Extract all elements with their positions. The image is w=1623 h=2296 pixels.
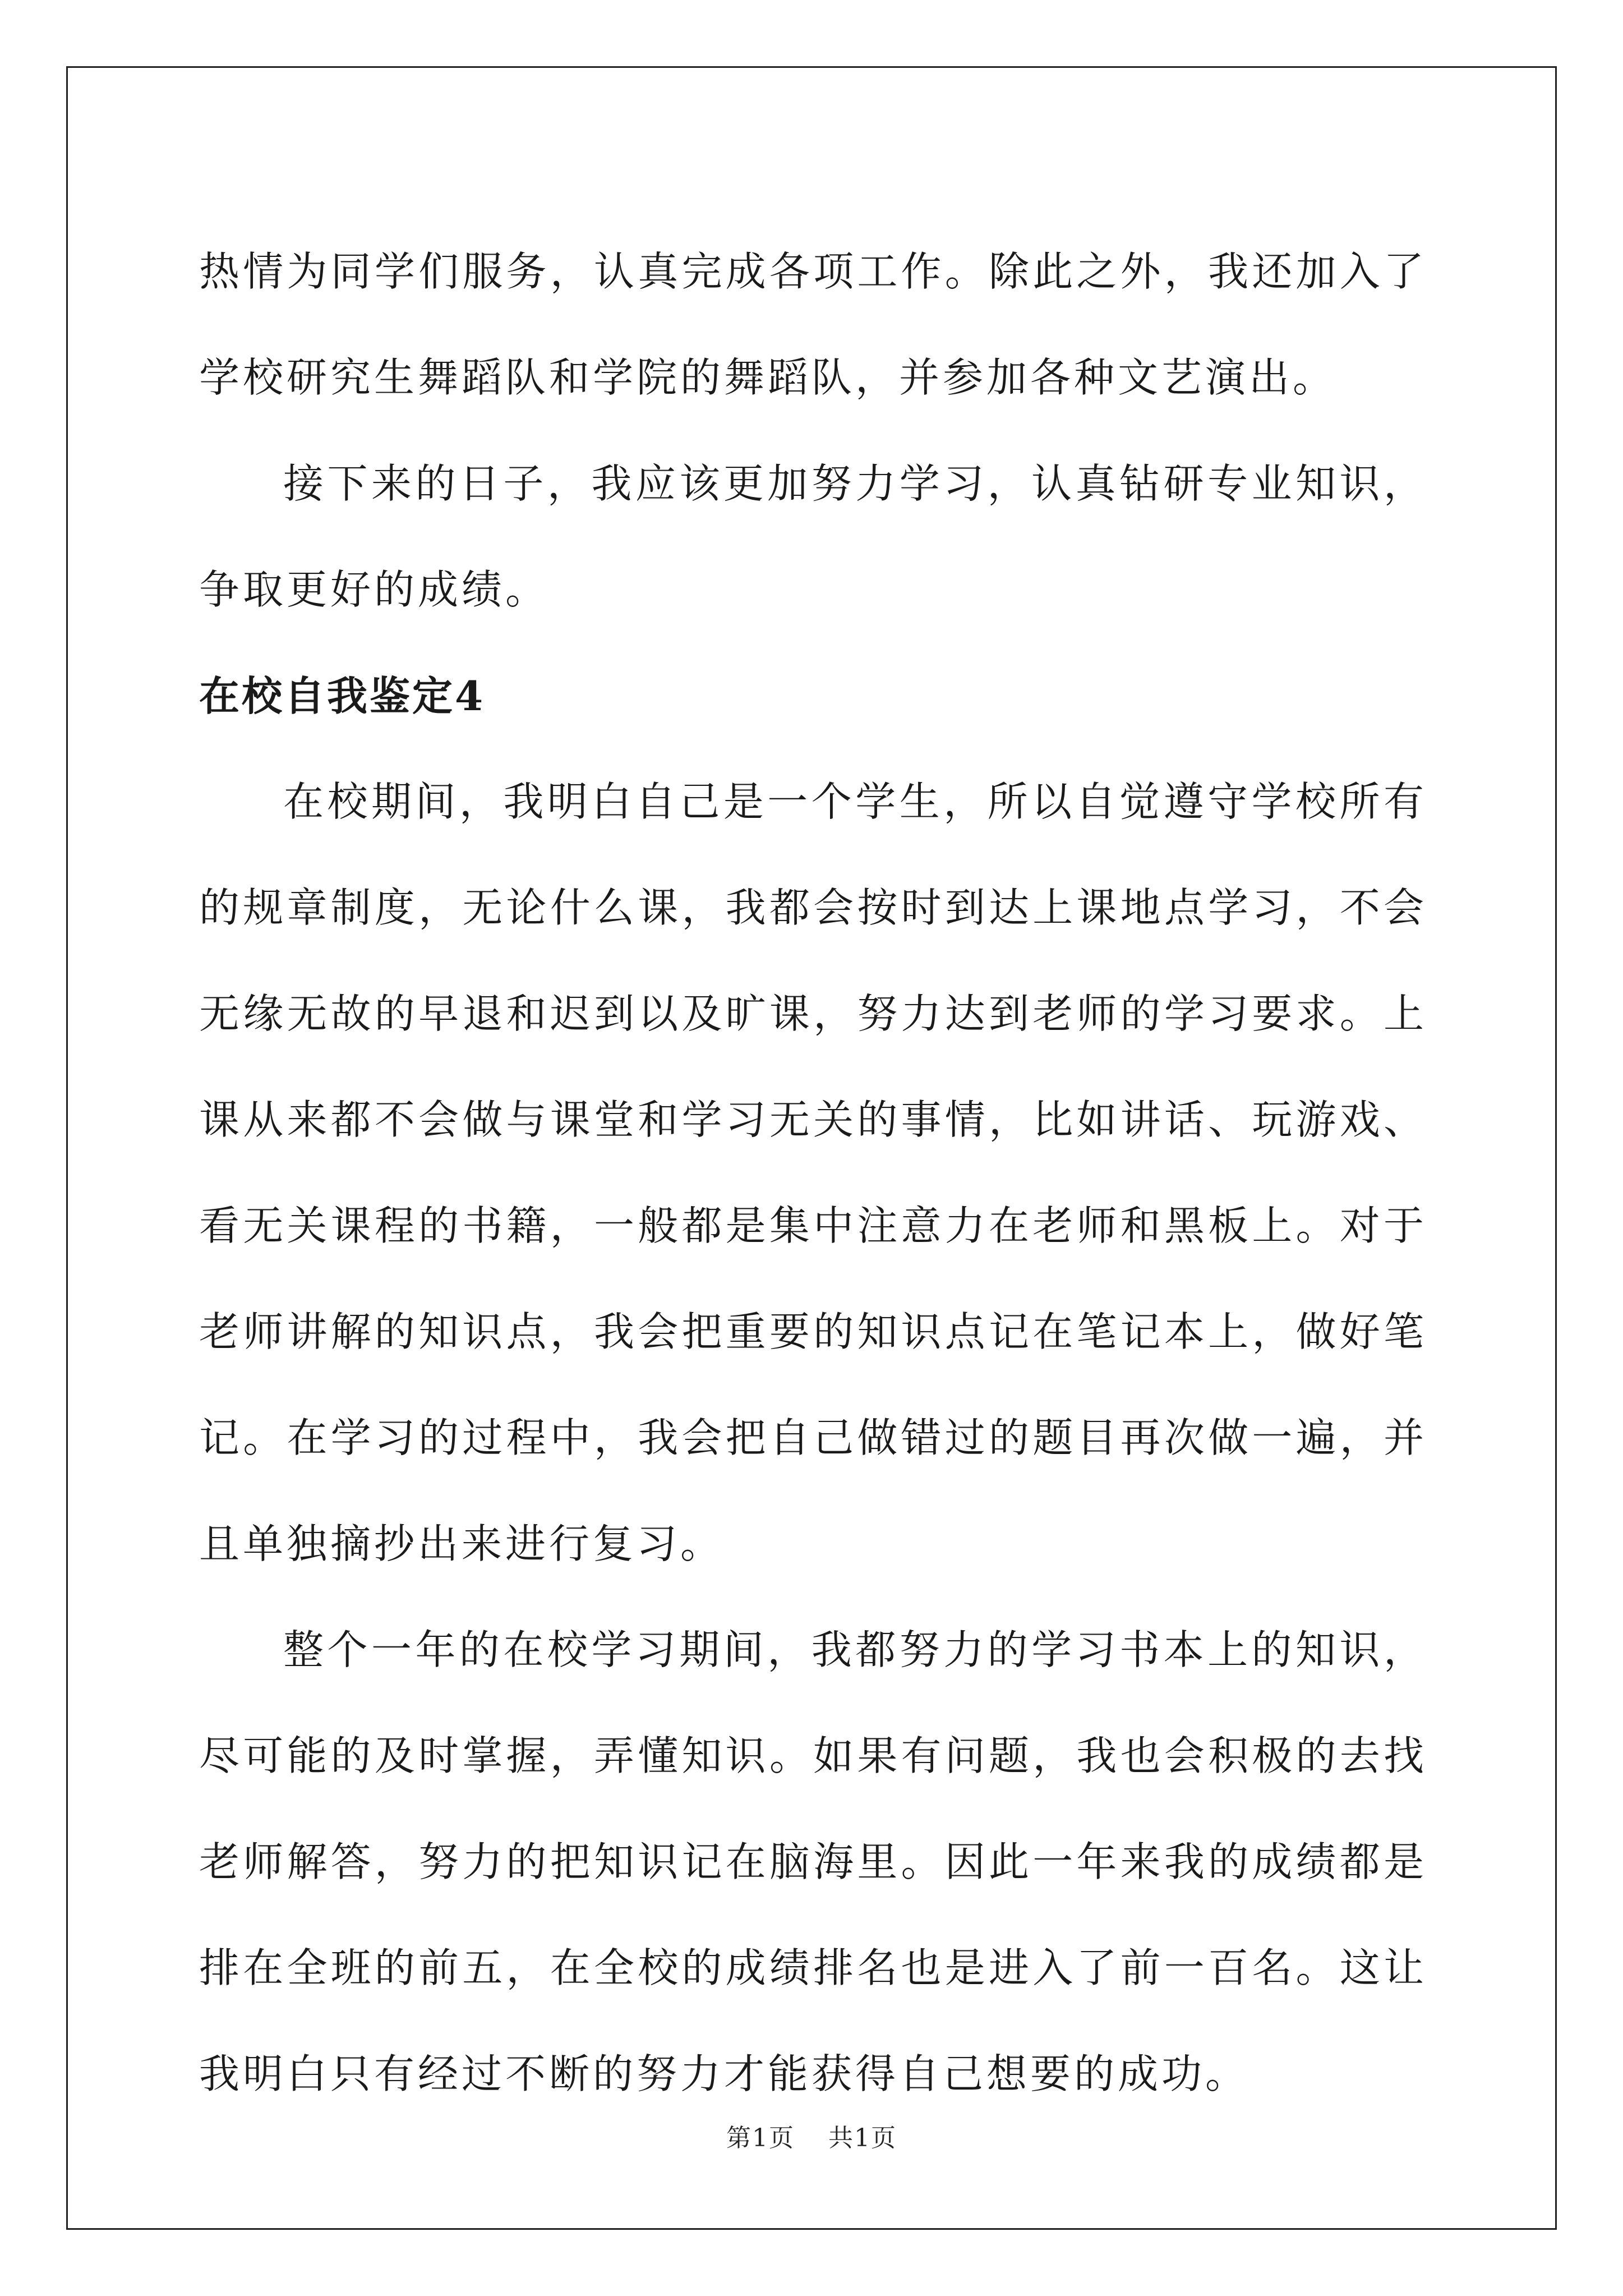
- paragraph-year-study: 整个一年的在校学习期间，我都努力的学习书本上的知识，尽可能的及时掌握，弄懂知识。如果有问题，我也会积极的去找老师解答，努力的把知识记在脑海里。因此一年来我的成绩都是排在全班的前五，在全校的成绩排名也是进入了前一百名。这让我明白只有经过不断的努力才能获得自己想要的成功。: [199, 1626, 1427, 2097]
- paragraph-continuation: 热情为同学们服务，认真完成各项工作。除此之外，我还加入了学校研究生舞蹈队和学院的舞蹈队，并参加各种文艺演出。: [199, 248, 1427, 401]
- paragraph-next-days: 接下来的日子，我应该更加努力学习，认真钻研专业知识，争取更好的成绩。: [199, 460, 1427, 613]
- page-number: 第1页: [726, 2124, 795, 2152]
- document-body: [199, 219, 1427, 2127]
- page-total: 共1页: [828, 2124, 897, 2152]
- page-footer: [0, 2118, 1623, 2154]
- paragraph-school-conduct: 在校期间，我明白自己是一个学生，所以自觉遵守学校所有的规章制度，无论什么课，我都会按时到达上课地点学习，不会无缘无故的早退和迟到以及旷课，努力达到老师的学习要求。上课从来都不会做与课堂和学习无关的事情，比如讲话、玩游戏、看无关课程的书籍，一般都是集中注意力在老师和黑板上。对于老师讲解的知识点，我会把重要的知识点记在笔记本上，做好笔记。在学习的过程中，我会把自己做错过的题目再次做一遍，并且单独摘抄出来进行复习。: [199, 778, 1427, 1567]
- section-title: 在校自我鉴定4: [199, 672, 486, 720]
